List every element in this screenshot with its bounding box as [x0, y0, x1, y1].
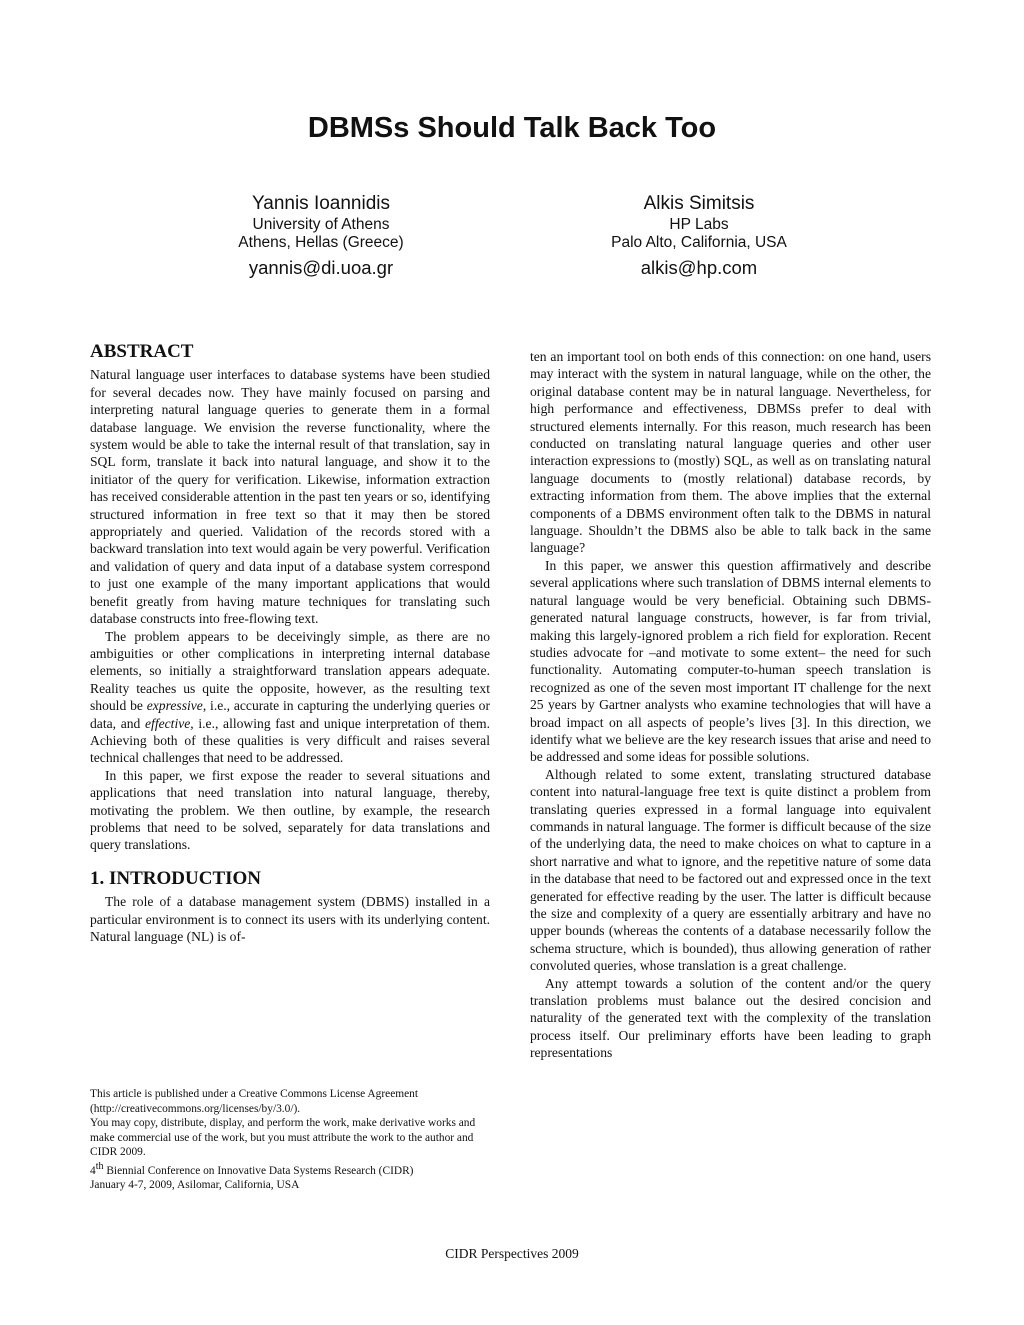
left-column	[90, 343, 490, 945]
author-email: alkis@hp.com	[640, 257, 758, 278]
author-name: Yannis Ioannidis	[251, 193, 391, 214]
author-email: yannis@di.uoa.gr	[248, 257, 394, 278]
abstract-paragraph-1: Natural language user interfaces to database systems have been studied for several decades now. They have mainly focused on parsing and interpreting natural language queries to generate them in a formal database language. We envision the reverse functionality, where the system would be able to take the internal result of that translation, say in SQL form, translate it back into natural language, and show it to the initiator of the query for verification. Likewise, information extraction has received considerable attention in the past ten years or so, identifying structured information in free text so that it may then be stored appropriately and queried. Validation of the records stored with a backward translation into text would again be very powerful. Verification and validation of query and data input of a database system correspond to just one example of the many important applications that would benefit greatly from having mature techniques for translating such database constructs into free-flowing text.	[90, 367, 490, 627]
permission-line: You may copy, distribute, display, and perform the work, make derivative works and make commercial use of the work, but you must attribute the work to the author and CIDR 2009.	[90, 1117, 476, 1159]
introduction-paragraph-2: In this paper, we answer this question affirmatively and describe several applications where such translation of DBMS internal elements to natural language would be very beneficial. Obtaining such DBMS-generated natural language constructs, however, is far from trivial, making this largely-ignored problem a rich field for exploration. Recent studies advocate for –and motivate to some extent– the need for such functionality. Automating computer-to-human speech translation is recognized as one of the seven most important IT challenge for the next 25 years by Gartner analysts who examine technologies that will have a broad impact on all aspects of people’s lives [3]. In this direction, we identify what we believe are the key research issues that arise and need to be addressed and some ideas for possible solutions.	[530, 557, 931, 765]
abstract-heading: ABSTRACT	[90, 341, 194, 362]
introduction-paragraph-1-end: ten an important tool on both ends of this connection: on one hand, users may interact with the system in natural language, while on the other, the original database content may be in natural language. Nevertheless, for high performance and effectiveness, DBMSs prefer to deal with structured elements internally. For this reason, much research has been conducted on translating natural language queries and other user interaction expressions to (mostly) SQL, as well as on translating natural language documents to (mostly relational) database records, by extracting information from them. The above implies that the external components of a DBMS environment often talk to the DBMS in natural language. Shouldn’t the DBMS also be able to talk back in the same language?	[530, 349, 931, 556]
right-column	[530, 348, 931, 1062]
page-footer: CIDR Perspectives 2009	[445, 1246, 579, 1261]
introduction-paragraph-3: Although related to some extent, translating structured database content into natural-language free text is quite distinct a problem from translating queries expressed in a formal language into equivalent commands in natural language. The former is difficult because of the size of the underlying data, the need to make choices on what to capture in a short narrative and what to ignore, and the repetitive nature of some data in the database that need to be factored out and expressed once in the text generated for effective reading by the user. The latter is difficult because the size and complexity of a query are essentially arbitrary and have no upper bounds (whereas the contents of a database necessarily follow the schema structure, which is bounded), thus allowing generation of rather convoluted queries, whose translation is a great challenge.	[530, 766, 931, 974]
author-block-2	[529, 192, 869, 280]
author-affiliation: University of Athens	[252, 216, 390, 233]
abstract-paragraph-3: In this paper, we first expose the reader to several situations and applications that need translation into natural language, thereby, motivating the problem. We then outline, by example, the research problems that need to be solved, separately for data translations and query translations.	[90, 767, 490, 853]
license-line: This article is published under a Creative Commons License Agreement (http://creativecommons.org/licenses/by/3.0/).	[90, 1088, 419, 1115]
conference-date-line: January 4-7, 2009, Asilomar, California, USA	[90, 1179, 300, 1192]
introduction-heading: 1. INTRODUCTION	[90, 867, 262, 889]
author-affiliation: HP Labs	[669, 216, 729, 233]
author-block-1	[151, 192, 491, 280]
author-location: Athens, Hellas (Greece)	[238, 234, 404, 251]
abstract-paragraph-2: The problem appears to be deceivingly simple, as there are no ambiguities or other complications in interpreting internal database elements, so initially a straightforward translation appears adequate. Reality teaches us quite the opposite, however, as the resulting text should be expressive, i.e., accurate in capturing the underlying queries or data, and effective, i.e., allowing fast and unique interpretation of them. Achieving both of these qualities is very difficult and raises several technical challenges that need to be addressed.	[90, 628, 491, 766]
paper-title: DBMSs Should Talk Back Too	[307, 112, 717, 144]
author-location: Palo Alto, California, USA	[611, 234, 787, 251]
conference-line: 4th Biennial Conference on Innovative Data Systems Research (CIDR)	[90, 1160, 414, 1177]
copyright-footnote	[90, 1087, 490, 1193]
introduction-paragraph-1-start: The role of a database management system (DBMS) installed in a particular environment is to connect its users with its underlying content. Natural language (NL) is of-	[90, 894, 490, 944]
introduction-paragraph-4: Any attempt towards a solution of the content and/or the query translation problems must balance out the desired concision and naturality of the generated text with the complexity of the translation process itself. Our preliminary efforts have been leading to graph representations	[530, 975, 931, 1061]
author-name: Alkis Simitsis	[643, 193, 755, 214]
